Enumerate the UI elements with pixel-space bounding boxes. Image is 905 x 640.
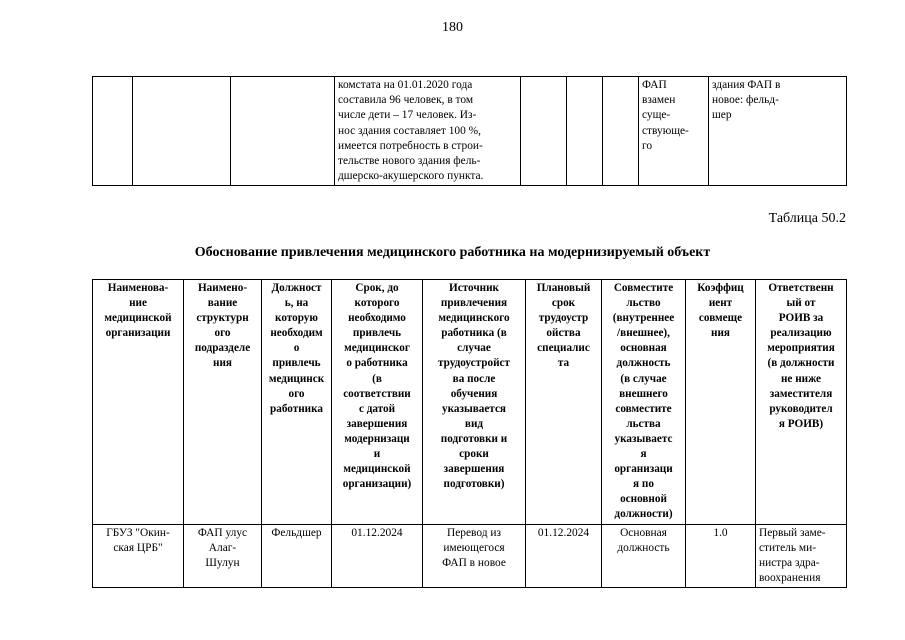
table-number: Таблица 50.2 xyxy=(768,211,846,226)
table-cell: Фельдшер xyxy=(262,524,332,588)
table-cell: комстата на 01.01.2020 года составила 96 человек, в том числе дети – 17 человек. Из- нос здания составляет 100 %, имеется потребность в строи- тельстве нового здания фель- дшерско-акушерского пункта. xyxy=(335,77,521,186)
continuation-table xyxy=(92,76,847,186)
column-header: Коэффиц иент совмеще ния xyxy=(686,280,756,525)
column-header: Плановый срок трудоустр ойства специалис та xyxy=(526,280,602,525)
table-cell: Основная должность xyxy=(602,524,686,588)
table-cell xyxy=(93,77,133,186)
page-number: 180 xyxy=(442,20,463,35)
table-cell: 01.12.2024 xyxy=(332,524,423,588)
column-header: Должност ь, на которую необходим о привлечь медицинск ого работника xyxy=(262,280,332,525)
table-row xyxy=(93,524,847,588)
table-cell: 01.12.2024 xyxy=(526,524,602,588)
column-header: Совместите льство (внутреннее /внешнее), основная должность (в случае внешнего совместите льства указываетс я организаци я по основной должности) xyxy=(602,280,686,525)
column-header: Ответственн ый от РОИВ за реализацию мероприятия (в должности не ниже заместителя руководител я РОИВ) xyxy=(756,280,847,525)
column-header: Наимено- вание структурн ого подразделе ния xyxy=(184,280,262,525)
table-cell: Перевод из имеющегося ФАП в новое xyxy=(423,524,526,588)
table-cell: здания ФАП в новое: фельд- шер xyxy=(709,77,847,186)
column-header: Наименова- ние медицинской организации xyxy=(93,280,184,525)
staffing-table xyxy=(92,279,847,588)
column-header: Срок, до которого необходимо привлечь медицинског о работника (в соответствии с датой завершения модернизаци и медицинской организации) xyxy=(332,280,423,525)
table-cell: ГБУЗ "Окин- ская ЦРБ" xyxy=(93,524,184,588)
table-cell: ФАП улус Алаг- Шулун xyxy=(184,524,262,588)
table-title: Обоснование привлечения медицинского работника на модернизируемый объект xyxy=(194,245,711,260)
table-row xyxy=(93,77,847,186)
table-cell: Первый заме- ститель ми- нистра здра- воохранения xyxy=(756,524,847,588)
column-header: Источник привлечения медицинского работника (в случае трудоустройст ва после обучения указывается вид подготовки и сроки завершения подготовки) xyxy=(423,280,526,525)
table-cell xyxy=(567,77,603,186)
table-header-row xyxy=(93,280,847,525)
table-cell: 1.0 xyxy=(686,524,756,588)
table-cell: ФАП взамен суще- ствующе- го xyxy=(639,77,709,186)
table-cell xyxy=(603,77,639,186)
table-cell xyxy=(521,77,567,186)
table-cell xyxy=(133,77,231,186)
table-cell xyxy=(231,77,335,186)
